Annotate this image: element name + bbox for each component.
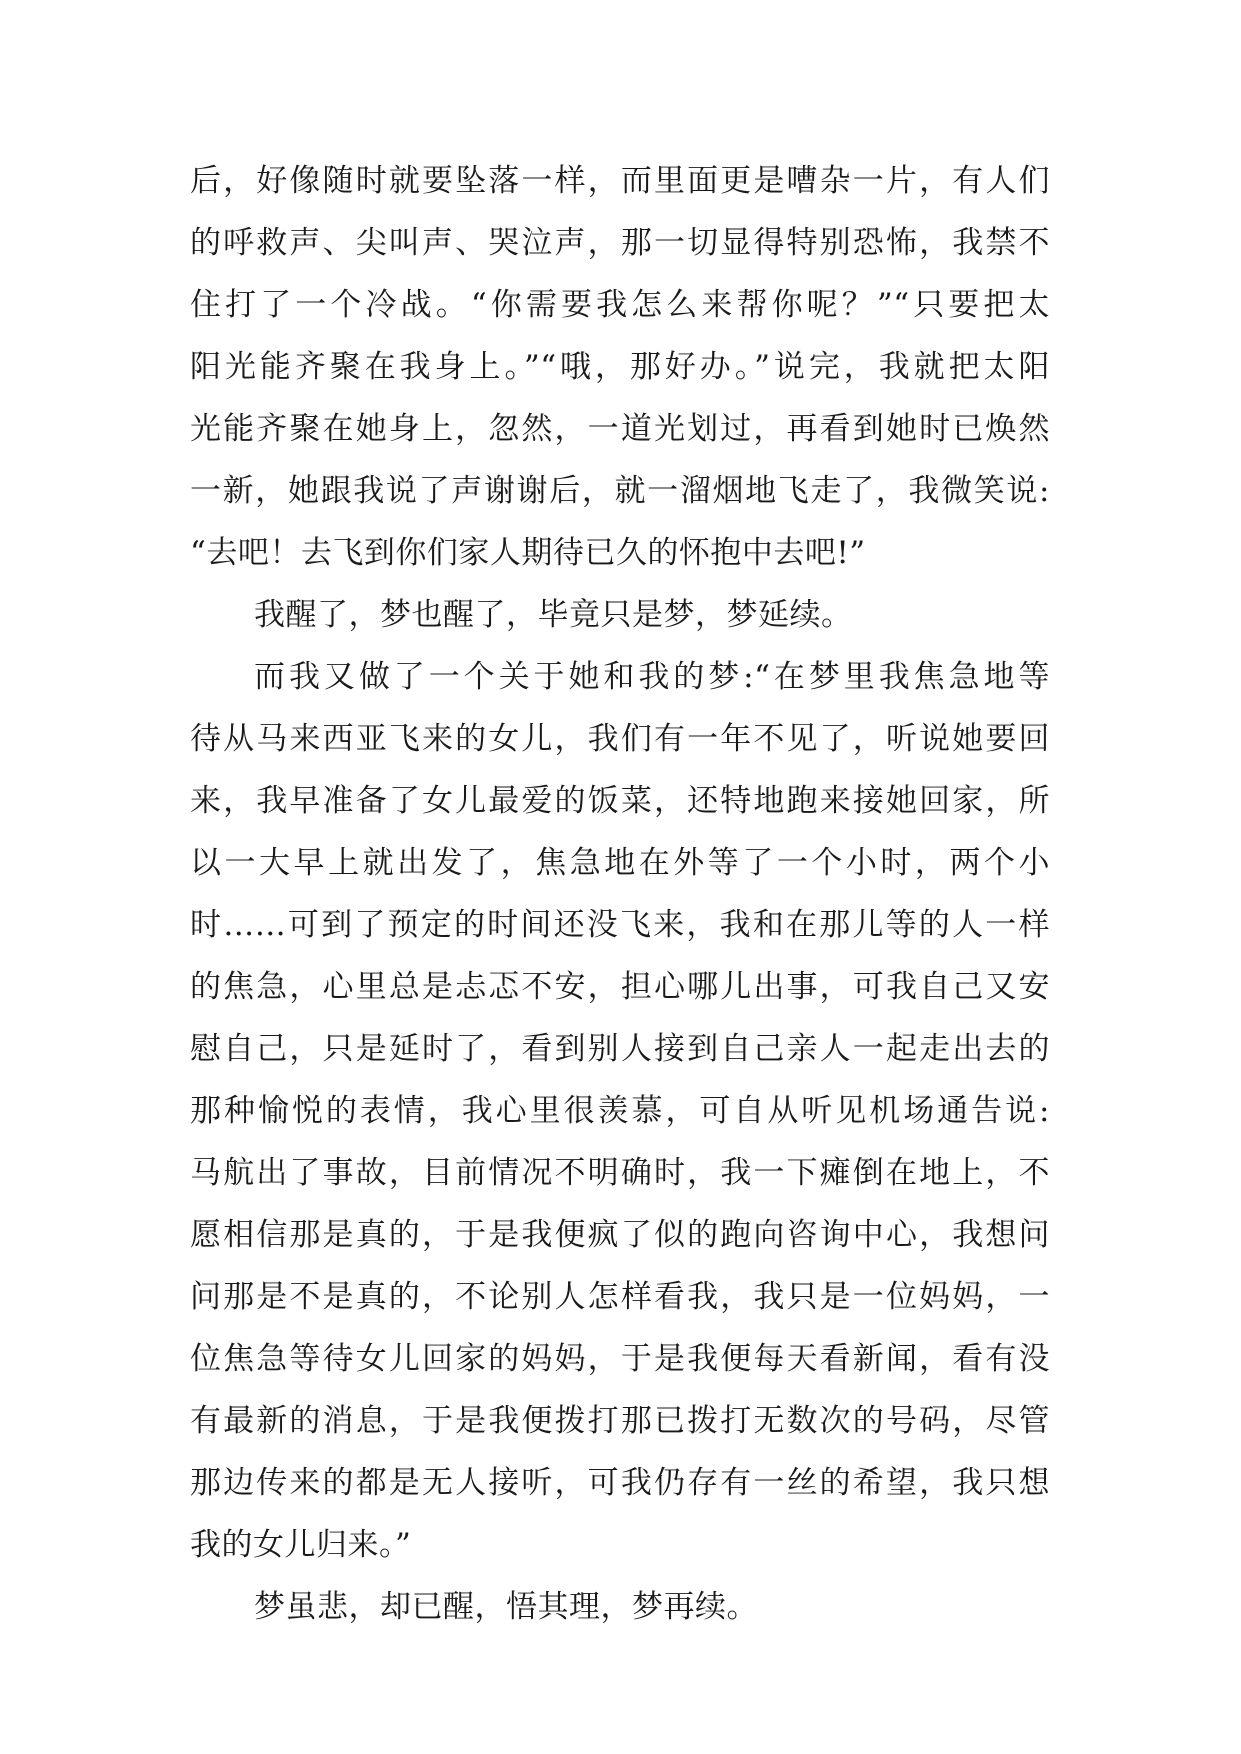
text-line: 一新，她跟我说了声谢谢后，就一溜烟地飞走了，我微笑说:	[190, 473, 1050, 509]
text-line: 慰自己，只是延时了，看到别人接到自己亲人一起走出去的	[190, 1031, 1050, 1067]
text-line: 光能齐聚在她身上，忽然，一道光划过，再看到她时已焕然	[190, 411, 1050, 447]
text-line: 的焦急，心里总是忐忑不安，担心哪儿出事，可我自己又安	[190, 969, 1050, 1005]
text-line: 以一大早上就出发了，焦急地在外等了一个小时，两个小	[190, 845, 1050, 881]
text-line: 位焦急等待女儿回家的妈妈，于是我便每天看新闻，看有没	[190, 1341, 1050, 1377]
text-line: 而我又做了一个关于她和我的梦:“在梦里我焦急地等	[254, 659, 1050, 695]
text-line: 我的女儿归来。”	[190, 1527, 412, 1563]
text-line: 问那是不是真的，不论别人怎样看我，我只是一位妈妈，一	[190, 1279, 1050, 1315]
document-body	[190, 150, 1050, 1638]
text-line: 来，我早准备了女儿最爱的饭菜，还特地跑来接她回家，所	[190, 783, 1050, 819]
text-line: 那边传来的都是无人接听，可我仍存有一丝的希望，我只想	[190, 1465, 1050, 1501]
text-line: 有最新的消息，于是我便拨打那已拨打无数次的号码，尽管	[190, 1403, 1050, 1439]
text-line: 梦虽悲，却已醒，悟其理，梦再续。	[254, 1589, 758, 1625]
text-line: 我醒了，梦也醒了，毕竟只是梦，梦延续。	[254, 597, 853, 633]
text-line: 时……可到了预定的时间还没飞来，我和在那儿等的人一样	[190, 907, 1050, 943]
text-line: 那种愉悦的表情，我心里很羡慕，可自从听见机场通告说:	[190, 1093, 1050, 1129]
text-line: 的呼救声、尖叫声、哭泣声，那一切显得特别恐怖，我禁不	[190, 225, 1050, 261]
text-line: 住打了一个冷战。“你需要我怎么来帮你呢？”“只要把太	[190, 287, 1050, 323]
text-line: “去吧！去飞到你们家人期待已久的怀抱中去吧!”	[190, 535, 866, 571]
text-line: 愿相信那是真的，于是我便疯了似的跑向咨询中心，我想问	[190, 1217, 1050, 1253]
text-line: 后，好像随时就要坠落一样，而里面更是嘈杂一片，有人们	[190, 163, 1050, 199]
text-line: 阳光能齐聚在我身上。”“哦，那好办。”说完，我就把太阳	[190, 349, 1050, 385]
text-line: 待从马来西亚飞来的女儿，我们有一年不见了，听说她要回	[190, 721, 1050, 757]
text-line: 马航出了事故，目前情况不明确时，我一下瘫倒在地上，不	[190, 1155, 1050, 1191]
